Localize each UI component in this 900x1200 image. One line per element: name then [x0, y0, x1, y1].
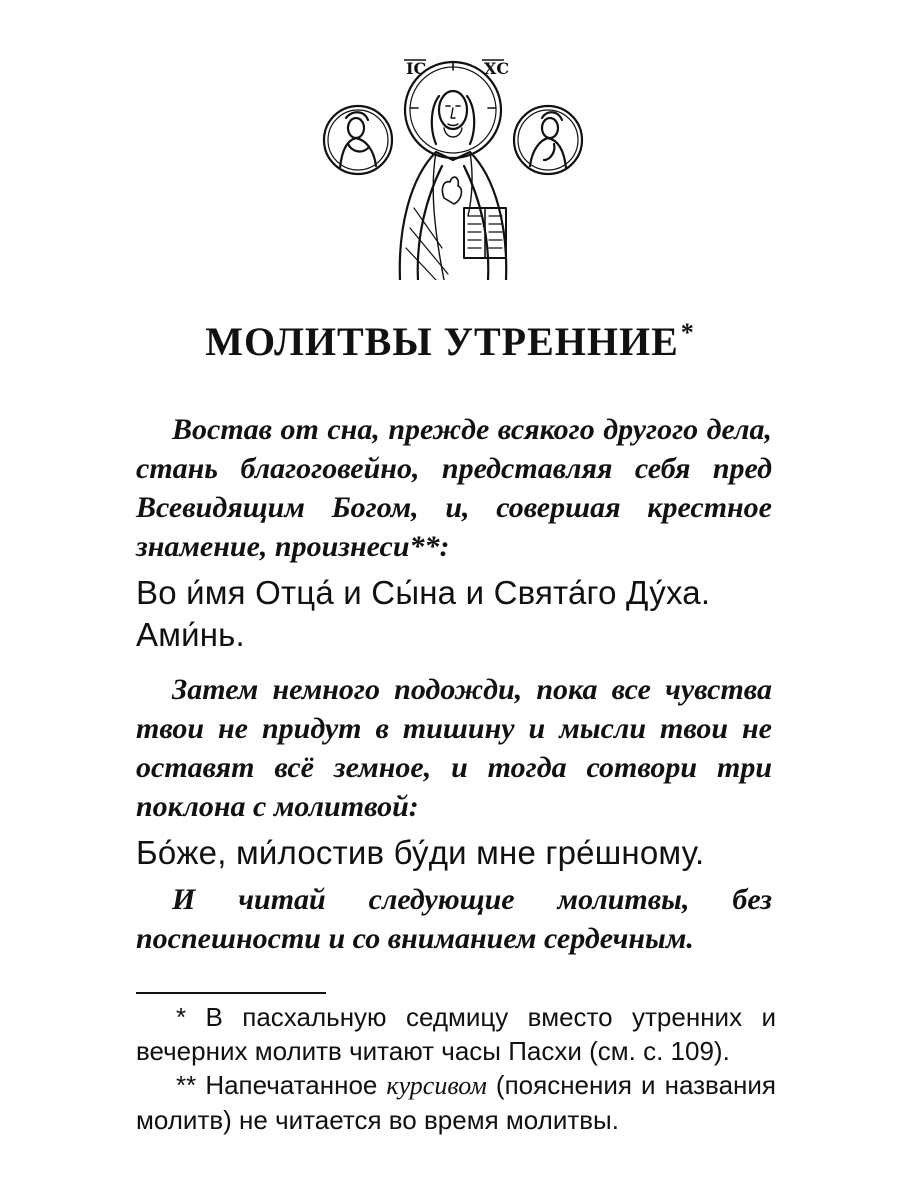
- rubric-instruction-3: И читай следующие молитвы, без поспешности и со вниманием сердечным.: [136, 883, 772, 955]
- footnote-separator: [136, 992, 326, 994]
- page-title: [0, 318, 900, 365]
- footnote-2: [136, 1068, 776, 1137]
- footnote-2-marker: **: [176, 1070, 197, 1100]
- deesis-icon: [318, 48, 588, 280]
- rubric-instruction-2: Затем немного подожди, пока все чувства твои не придут в тишину и мысли твои не оставят всё земное, и тогда сотвори три поклона с молитвой:: [136, 673, 772, 823]
- prayer-sign-of-cross: Во и́мя Отца́ и Сы́на и Свята́го Ду́ха. Ами́нь.: [136, 574, 711, 653]
- christ-pantocrator-icon: [318, 48, 588, 280]
- footnote-2-text-before: Напечатанное: [205, 1070, 387, 1100]
- title-footnote-marker: *: [680, 318, 695, 347]
- monogram-left: ІС: [406, 59, 427, 78]
- footnote-2-italic-word: курсивом: [386, 1071, 487, 1100]
- title-text: МОЛИТВЫ УТРЕННИЕ: [205, 319, 679, 364]
- prayer-publican: Бо́же, ми́лостив бу́ди мне гре́шному.: [136, 834, 705, 871]
- footnote-1-text: В пасхальную седмицу вместо утренних и вечерних молитв читают часы Пасхи (см. с. 109).: [136, 1002, 776, 1066]
- footnote-1: [136, 1000, 776, 1068]
- rubric-instruction-1: Востав от сна, прежде всякого другого дела, стань благоговейно, представляя себя пред Всевидящим Богом, и, совершая крестное знамение, произнеси**:: [136, 413, 772, 563]
- footnote-1-marker: *: [176, 1002, 187, 1032]
- monogram-right: ХС: [484, 59, 510, 78]
- footnote-2-text-after: (пояснения и названия молитв) не читается во время молитвы.: [136, 1070, 776, 1135]
